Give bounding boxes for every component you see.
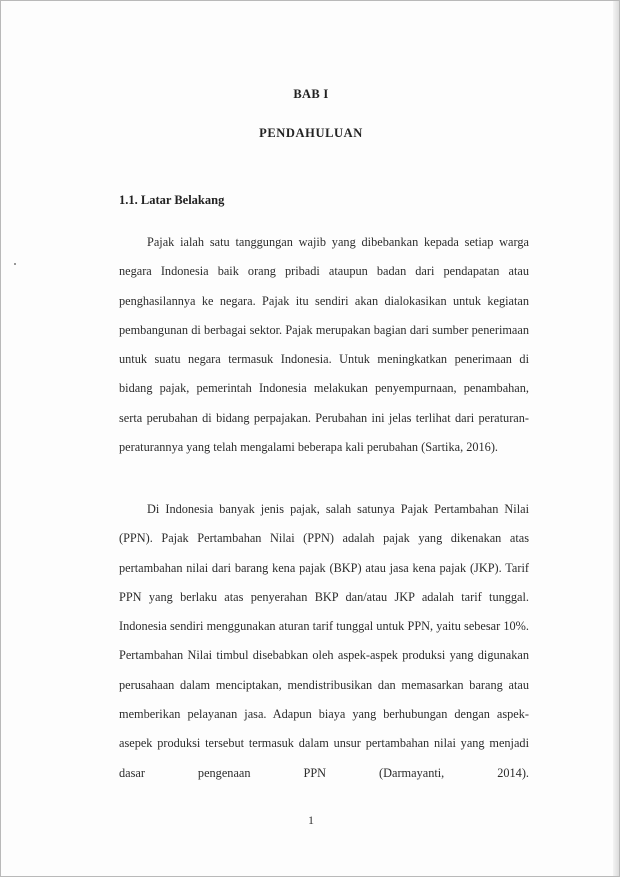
paragraph-2-text: Di Indonesia banyak jenis pajak, salah satunya Pajak Pertambahan Nilai (PPN). Pajak Pertambahan Nilai (PPN) adalah pajak yang dikenakan atas pertambahan nilai dari barang kena pajak (BKP) atau jasa kena pajak (JKP). Tarif PPN yang berlaku atas penyerahan BKP dan/atau JKP adalah tarif tunggal. Indonesia sendiri menggunakan aturan tarif tunggal untuk PPN, yaitu sebesar 10%. Pertambahan Nilai timbul disebabkan oleh aspek-aspek produksi yang digunakan perusahaan dalam menciptakan, mendistribusikan dan memasarkan barang atau memberikan pelayanan jasa. Adapun biaya yang berhubungan dengan aspek-asepek produksi tersebut termasuk dalam unsur pertambahan nilai yang menjadi dasar pengenaan PPN (Darmayanti, 2014). — [119, 502, 529, 780]
paragraph-1-text: Pajak ialah satu tanggungan wajib yang dibebankan kepada setiap warga negara Indonesia baik orang pribadi ataupun badan dari pendapatan atau penghasilannya ke negara. Pajak itu sendiri akan dialokasikan untuk kegiatan pembangunan di berbagai sektor. Pajak merupakan bagian dari sumber penerimaan untuk suatu negara termasuk Indonesia. Untuk meningkatkan penerimaan di bidang pajak, pemerintah Indonesia melakukan penyempurnaan, penambahan, serta perubahan di bidang perpajakan. Perubahan ini jelas terlihat dari peraturan-peraturannya yang telah mengalami beberapa kali perubahan (Sartika, 2016). — [119, 235, 529, 455]
paragraph-2 — [119, 495, 529, 788]
scan-artifact-dot — [14, 263, 16, 265]
section-heading: 1.1. Latar Belakang — [119, 193, 225, 207]
paragraph-1 — [119, 228, 529, 462]
chapter-title: PENDAHULUAN — [259, 126, 363, 140]
page-number: 1 — [308, 813, 314, 827]
chapter-label: BAB I — [293, 87, 329, 101]
